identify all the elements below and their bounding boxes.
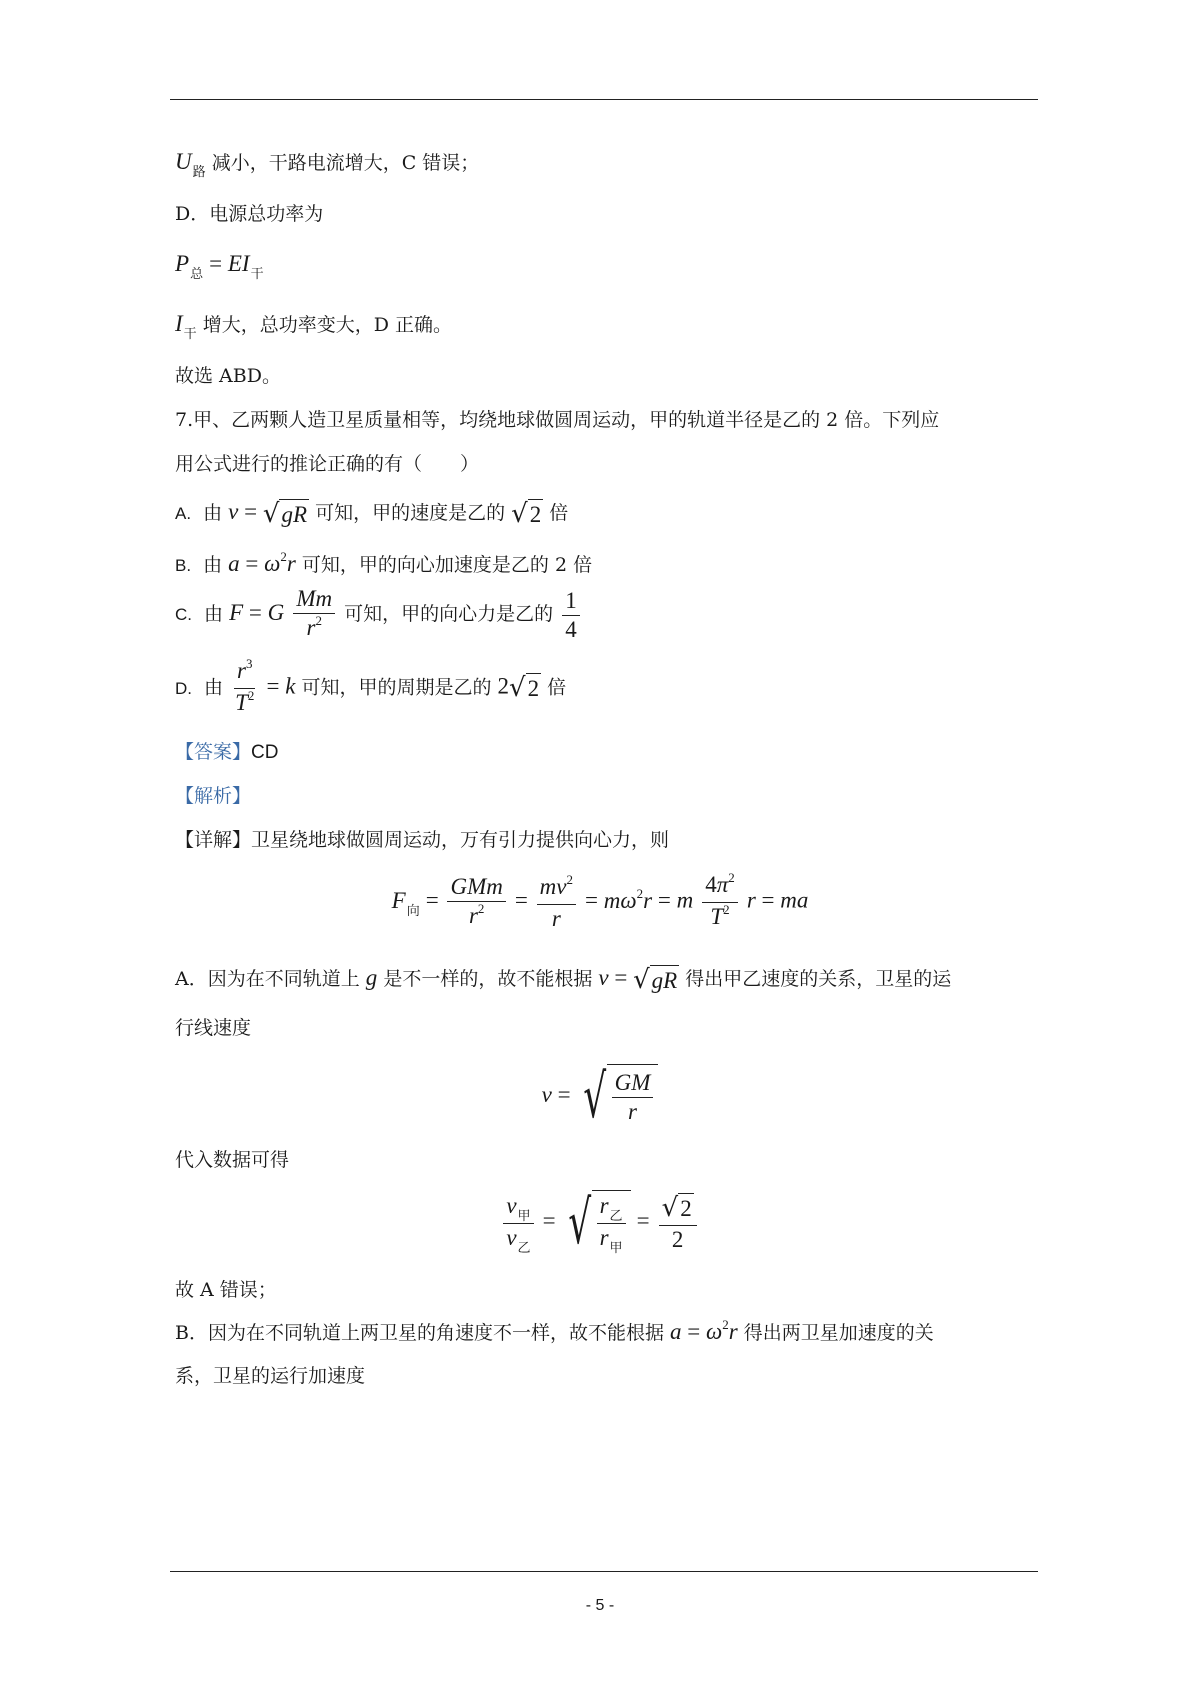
question-7-line-1: 7.甲、乙两颗人造卫星质量相等，均绕地球做圆周运动，甲的轨道半径是乙的 2 倍。下列应 [175, 409, 940, 431]
option-a: A. 由 v = √ gR 可知，甲的速度是乙的 √ 2 倍 [175, 498, 569, 529]
text-line: D．电源总功率为 [175, 203, 324, 225]
formula-power: $P_总 = EI_干$ [175, 251, 264, 281]
page-number: - 5 - [585, 1597, 615, 1614]
header-rule [170, 99, 1038, 100]
sqrt-symbol: √ gR [262, 498, 308, 529]
text-line [175, 148, 479, 179]
line-text: 增大，总功率变大，D 正确。 [202, 314, 453, 336]
sqrt-symbol: √ 2 [511, 498, 542, 529]
option-d: D. 由 $\frac{r^3}{T^2}$ = k 可知，甲的周期是乙的 2 √ 2 倍 [175, 656, 567, 715]
velocity-ratio-equation: $\frac{v_甲}{v_乙}$ = √ $\frac{r_乙}{r_甲}$ = √ 2 2 [0, 1190, 1200, 1256]
math-u-lu: $U_路$ [175, 149, 206, 179]
text-line: 故选 ABD。 [175, 365, 281, 387]
explain-b-line-1: B．因为在不同轨道上两卫星的角速度不一样，故不能根据 $a = \omega^2r$ 得出两卫星加速度的关 [175, 1317, 934, 1344]
text-line: $I_干$ 增大，总功率变大，D 正确。 [175, 311, 453, 341]
sqrt-symbol: √ 2 [509, 673, 540, 703]
answer-label: 【答案】 [175, 741, 252, 763]
option-c: C. 由 F = G $\frac{Mm}{r^2}$ 可知，甲的向心力是乙的 $\frac{1}{4}$ [175, 586, 583, 644]
question-7-line-2: 用公式进行的推论正确的有（ ） [175, 453, 480, 475]
explain-a-line-1: A．因为在不同轨道上 g 是不一样的，故不能根据 v = √ gR 得出甲乙速度的关系，卫星的运 [175, 964, 952, 995]
text-line: 系，卫星的运行加速度 [175, 1365, 366, 1387]
text-line: 代入数据可得 [175, 1149, 290, 1171]
footer-rule [170, 1571, 1038, 1572]
answer-value: CD [251, 742, 279, 763]
option-b: B. 由 $a = \omega^2r$ 可知，甲的向心加速度是乙的 2 倍 [175, 549, 593, 576]
detail-line: 【详解】卫星绕地球做圆周运动，万有引力提供向心力，则 [175, 829, 670, 851]
velocity-equation: v = √ $\frac{GM}{r}$ [0, 1064, 1200, 1130]
sqrt-symbol: √ gR [633, 964, 678, 995]
text-line: 行线速度 [175, 1017, 252, 1039]
detail-label: 【详解】 [175, 829, 252, 851]
line-text: 减小，干路电流增大，C 错误； [211, 152, 480, 174]
analysis-label: 【解析】 [175, 785, 252, 807]
text-line: 故 A 错误； [175, 1279, 277, 1301]
answer-line [175, 738, 278, 767]
gravitation-equation: $F_向$ = $\frac{\text{GMm}}{r^2}$ = $\frac{mv^2}{r}$ = $m\omega^2r = m$ $\frac{4\pi^2}{T^2}$ r = ma [391, 870, 809, 931]
